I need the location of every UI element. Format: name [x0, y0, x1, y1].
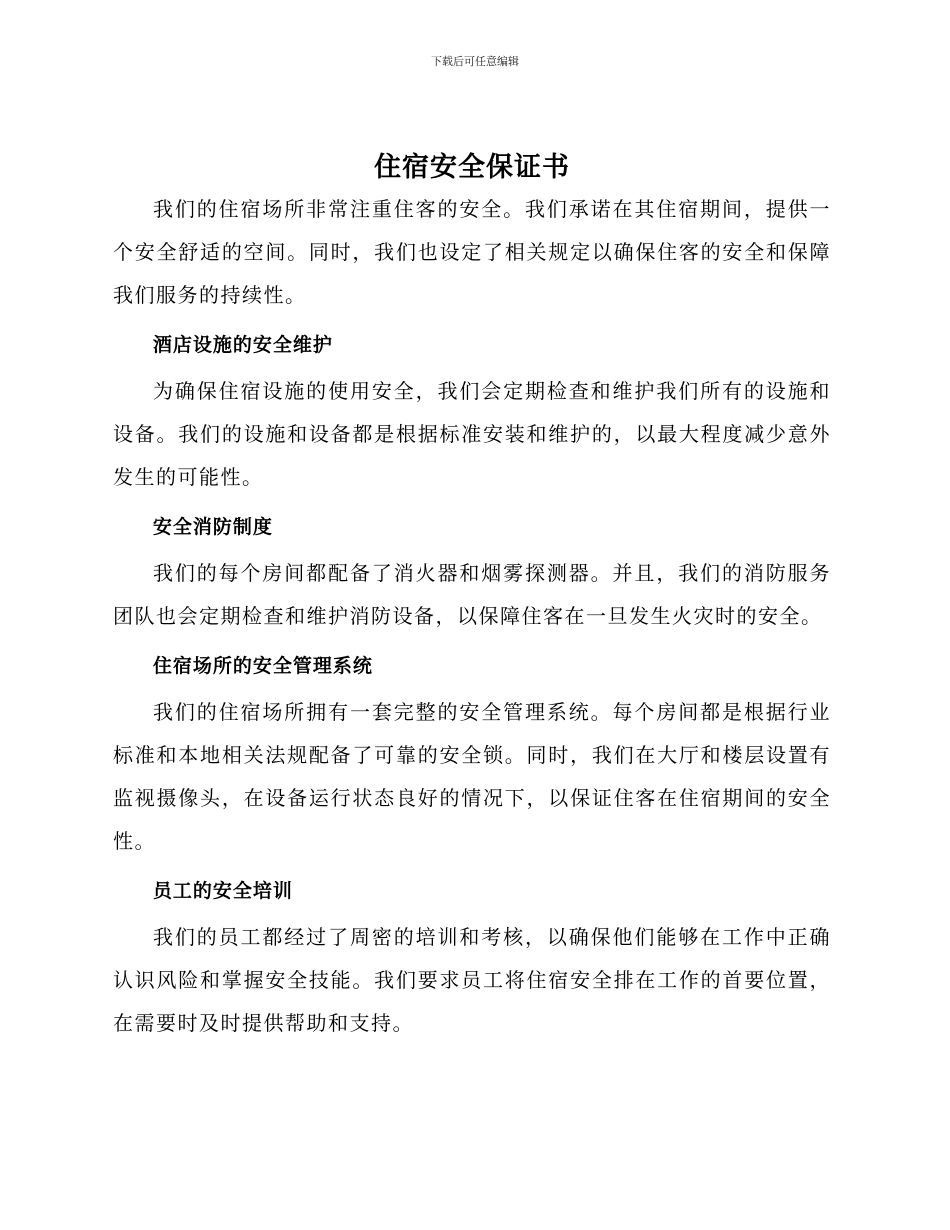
document-title: 住宿安全保证书: [374, 152, 570, 183]
section-body-security-system: 我们的住宿场所拥有一套完整的安全管理系统。每个房间都是根据行业标准和本地相关法规配备了可靠的安全锁。同时，我们在大厅和楼层设置有监视摄像头，在设备运行状态良好的情况下，以保证住客在住宿期间的安全性。: [113, 700, 831, 853]
section-heading-facility-maintenance: 酒店设施的安全维护: [152, 334, 333, 356]
section-heading-fire-safety: 安全消防制度: [152, 516, 273, 538]
section-body-fire-safety: 我们的每个房间都配备了消火器和烟雾探测器。并且，我们的消防服务团队也会定期检查和维护消防设备，以保障住客在一旦发生火灾时的安全。: [113, 561, 831, 628]
section-heading-security-system: 住宿场所的安全管理系统: [152, 655, 373, 677]
section-body-staff-training: 我们的员工都经过了周密的培训和考核，以确保他们能够在工作中正确认识风险和掌握安全技能。我们要求员工将住宿安全排在工作的首要位置，在需要时及时提供帮助和支持。: [113, 925, 831, 1035]
section-body-facility-maintenance: 为确保住宿设施的使用安全，我们会定期检查和维护我们所有的设施和设备。我们的设施和设备都是根据标准安装和维护的，以最大程度减少意外发生的可能性。: [113, 379, 831, 489]
intro-paragraph: 我们的住宿场所非常注重住客的安全。我们承诺在其住宿期间，提供一个安全舒适的空间。同时，我们也设定了相关规定以确保住客的安全和保障我们服务的持续性。: [113, 197, 831, 307]
document-body: [113, 148, 831, 1045]
section-heading-staff-training: 员工的安全培训: [152, 880, 293, 902]
page-header-note: 下载后可任意编辑: [431, 55, 519, 68]
